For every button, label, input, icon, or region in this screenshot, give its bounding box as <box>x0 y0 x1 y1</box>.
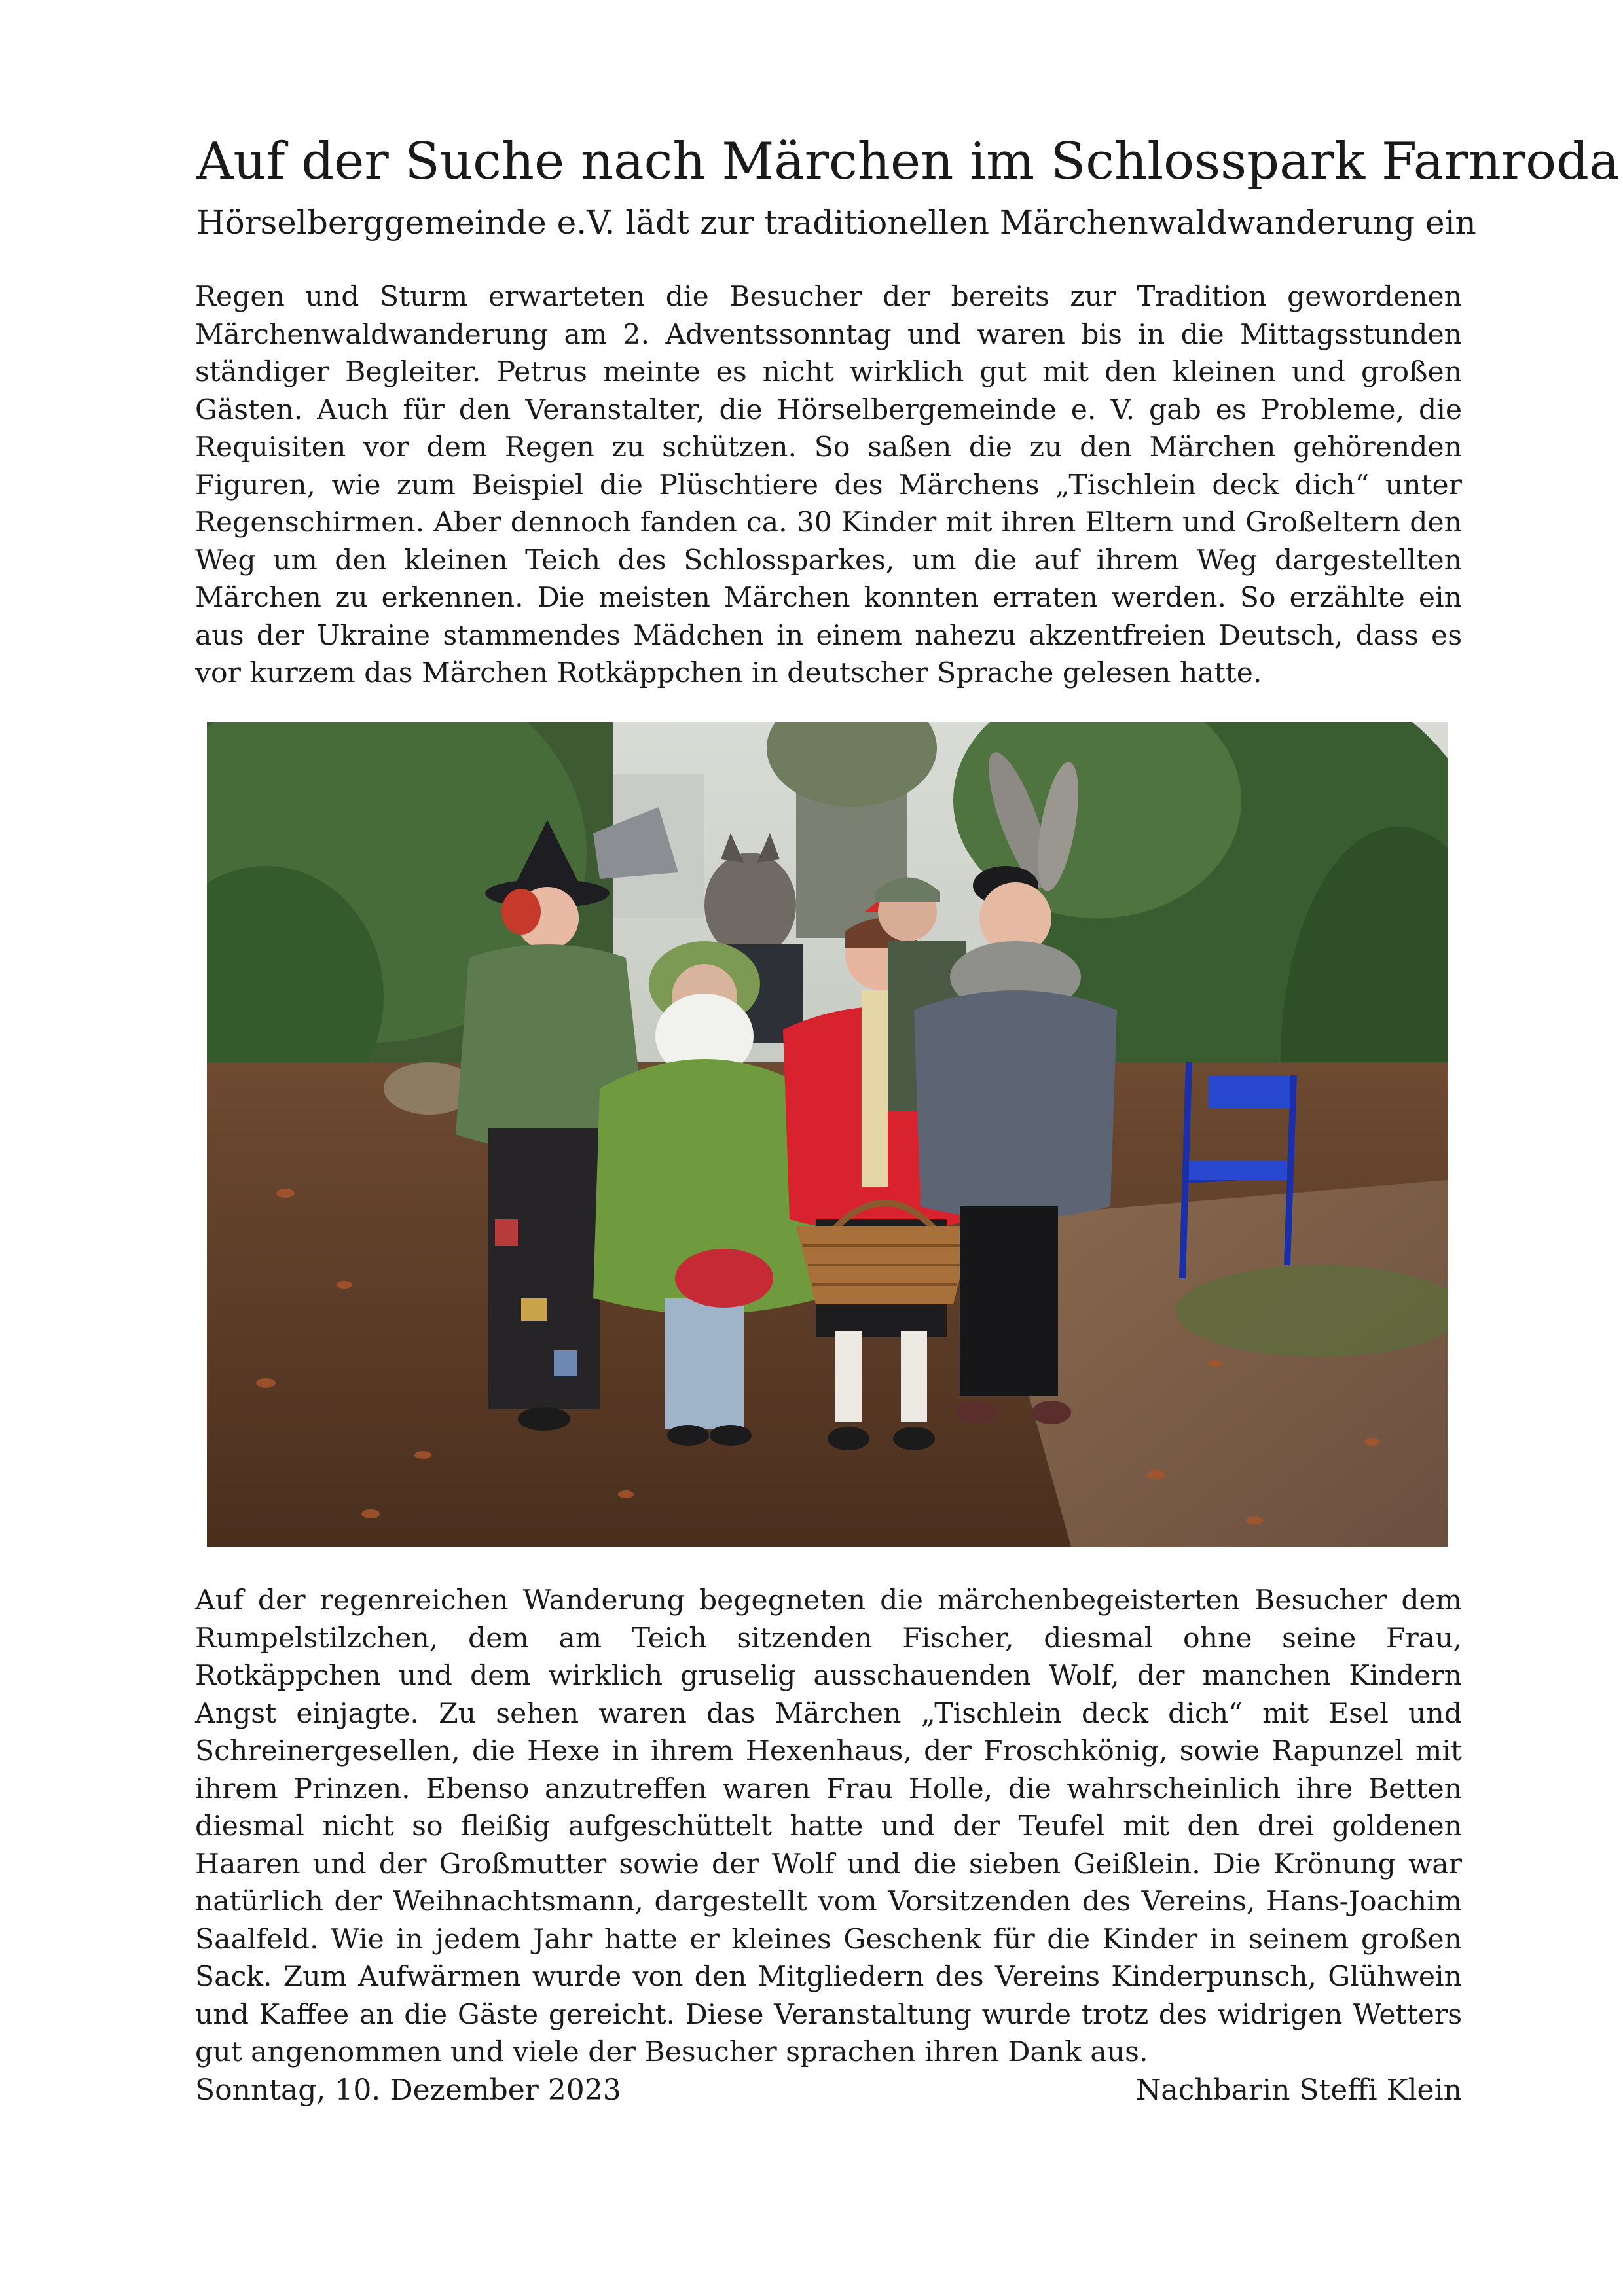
publication-date: Sonntag, 10. Dezember 2023 <box>195 2073 621 2107</box>
article-paragraph-1: Regen und Sturm erwarteten die Besucher der bereits zur Tradition gewordenen Märchenwaldwanderung am 2. Adventssonntag und waren bis in die Mittagsstunden ständiger Begleiter. Petrus meinte es nicht wirklich gut mit den kleinen und großen Gästen. Auch für den Veranstalter, die Hörselbergemeinde e. V. gab es Probleme, die Requisiten vor dem Regen zu schützen. So saßen die zu den Märchen gehörenden Figuren, wie zum Beispiel die Plüschtiere des Märchens „Tischlein deck dich“ unter Regenschirmen. Aber dennoch fanden ca. 30 Kinder mit ihren Eltern und Großeltern den Weg um den kleinen Teich des Schlossparkes, um die auf ihrem Weg dargestellten Märchen zu erkennen. Die meisten Märchen konnten erraten werden. So erzählte ein aus der Ukraine stammendes Mädchen in einem nahezu akzentfreien Deutsch, dass es vor kurzem das Märchen Rotkäppchen in deutscher Sprache gelesen hatte. <box>195 281 1462 689</box>
page-subtitle: Hörselberggemeinde e.V. lädt zur traditionellen Märchenwaldwanderung ein <box>196 204 1476 242</box>
costumed-fairy-tale-characters-photo <box>207 722 1448 1547</box>
author-name: Nachbarin Steffi Klein <box>1135 2073 1462 2107</box>
article-paragraph-2: Auf der regenreichen Wanderung begegneten die märchenbegeisterten Besucher dem Rumpelstilzchen, dem am Teich sitzenden Fischer, diesmal ohne seine Frau, Rotkäppchen und dem wirklich gruselig ausschauenden Wolf, der manchen Kindern Angst einjagte. Zu sehen waren das Märchen „Tischlein deck dich“ mit Esel und Schreinergesellen, die Hexe in ihrem Hexenhaus, der Froschkönig, sowie Rapunzel mit ihrem Prinzen. Ebenso anzutreffen waren Frau Holle, die wahrscheinlich ihre Betten diesmal nicht so fleißig aufgeschüttelt hatte und der Teufel mit den drei goldenen Haaren und der Großmutter sowie der Wolf und die sieben Geißlein. Die Krönung war natürlich der Weihnachtsmann, dargestellt vom Vorsitzenden des Vereins, Hans-Joachim Saalfeld. Wie in jedem Jahr hatte er kleines Geschenk für die Kinder in seinem großen Sack. Zum Aufwärmen wurde von den Mitgliedern des Vereins Kinderpunsch, Glühwein und Kaffee an die Gäste gereicht. Diese Veranstaltung wurde trotz des widrigen Wetters gut angenommen und viele der Besucher sprachen ihren Dank aus. <box>195 1585 1462 2068</box>
page-title: Auf der Suche nach Märchen im Schlosspark Farnroda <box>196 132 1620 191</box>
